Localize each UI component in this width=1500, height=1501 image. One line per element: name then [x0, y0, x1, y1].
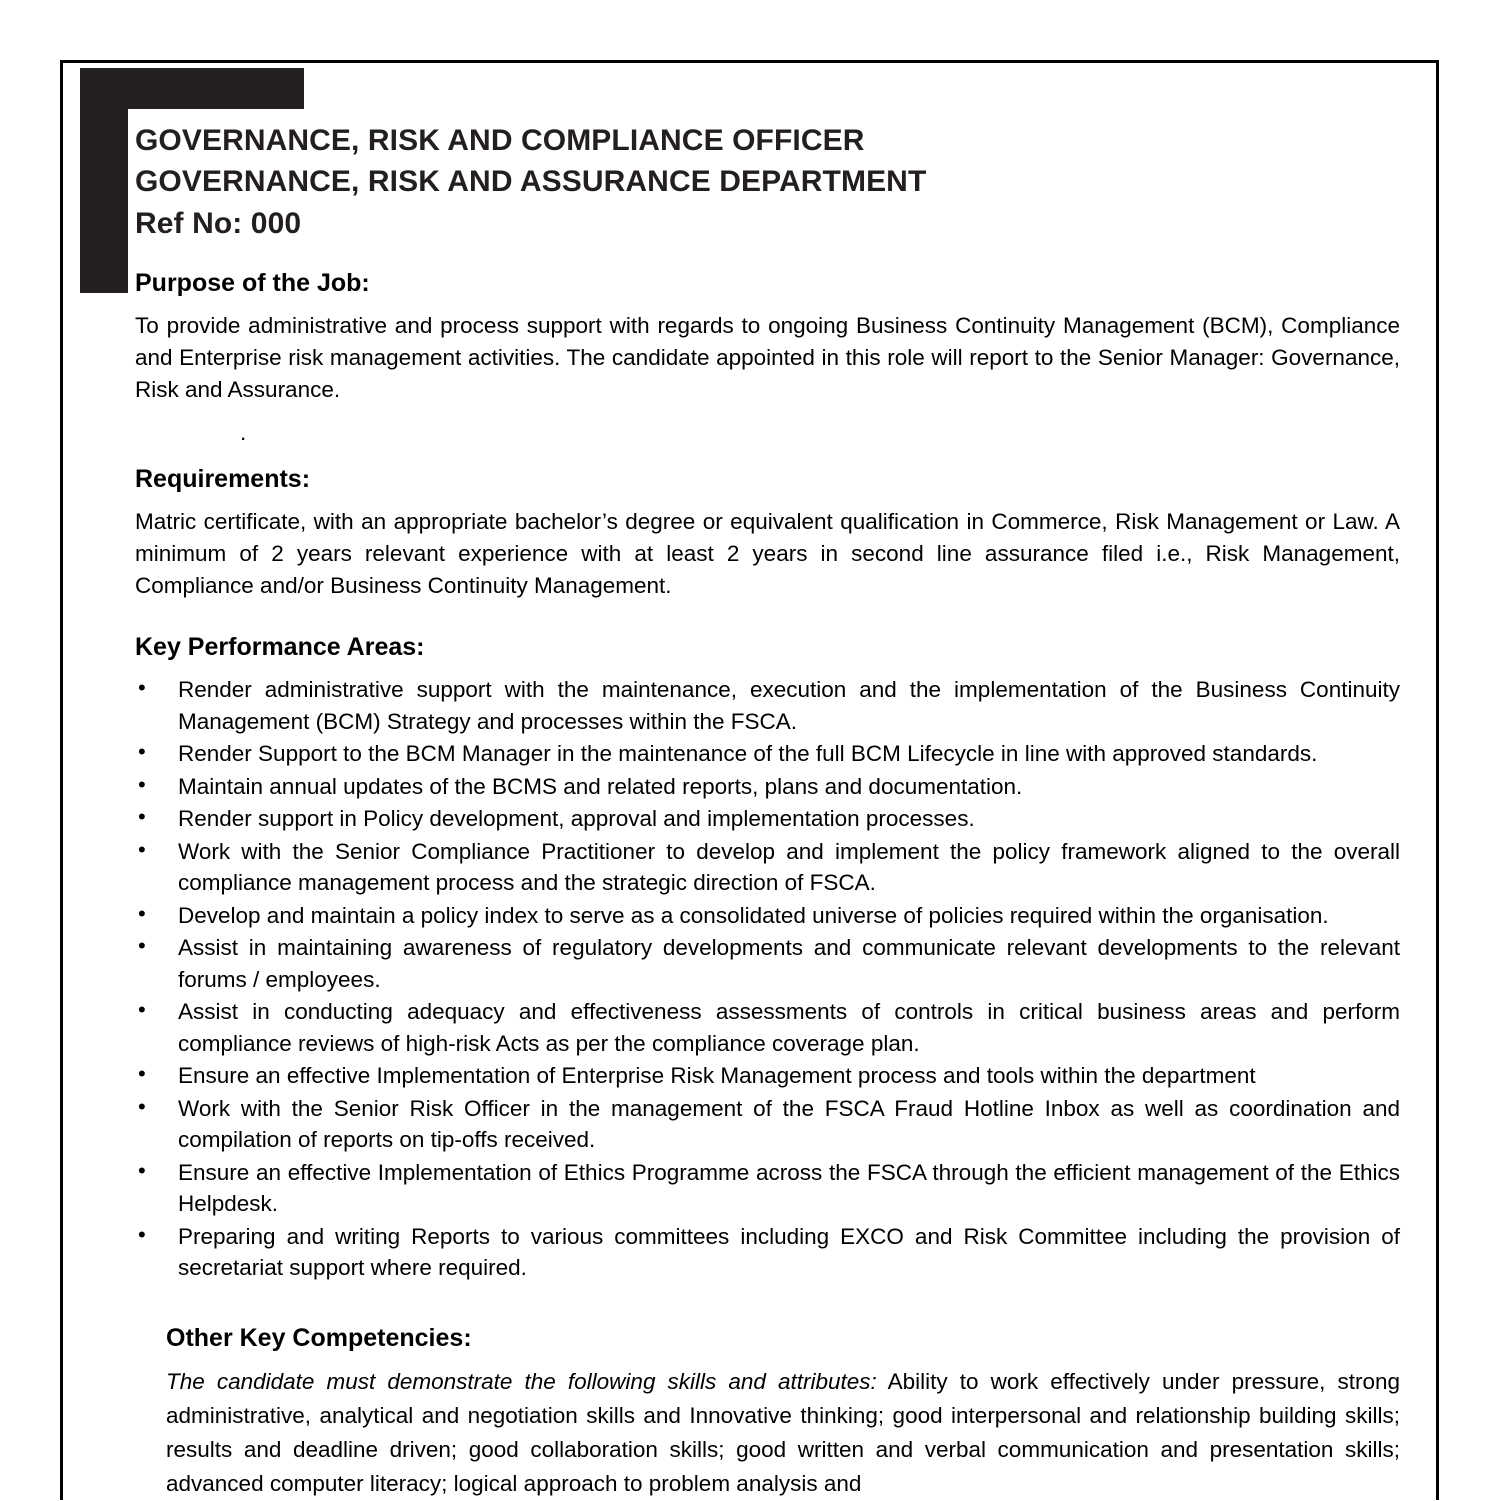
heading-requirements: Requirements: — [135, 465, 311, 494]
bullet-icon: • — [138, 1061, 146, 1087]
bullet-icon: • — [138, 739, 146, 765]
list-item-text: Develop and maintain a policy index to serve as a consolidated universe of policies required within the organisation. — [178, 902, 1329, 928]
stray-period-mark: . — [240, 419, 247, 445]
title-line-job: GOVERNANCE, RISK AND COMPLIANCE OFFICER — [135, 124, 865, 157]
heading-other-key-competencies: Other Key Competencies: — [166, 1323, 472, 1352]
bullet-icon: • — [138, 1221, 146, 1247]
paragraph-purpose-of-the-job: To provide administrative and process support with regards to ongoing Business Continuity Management (BCM), Compliance and Enterprise risk management activities. The candidate appointed in this role will report to the Senior Manager: Governance, Risk and Assurance. — [135, 313, 1400, 403]
competencies-lead-italic: The candidate must demonstrate the following skills and attributes: — [166, 1368, 877, 1394]
bullet-icon: • — [138, 900, 146, 926]
page-border-top — [60, 60, 1439, 63]
other-key-competencies-block — [135, 1323, 1400, 1501]
list-item — [135, 1093, 1400, 1156]
list-item-text: Assist in conducting adequacy and effectiveness assessments of controls in critical business areas and perform compliance reviews of high-risk Acts as per the compliance coverage plan. — [178, 999, 1400, 1056]
competencies-body-text: Ability to work effectively under pressure, strong administrative, analytical and negotiation skills and Innovative thinking; good interpersonal and relationship building skills; results and deadline driven; good collaboration skills; good written and verbal communication and presentation skills; advanced computer literacy; logical approach to problem analysis and — [166, 1368, 1400, 1497]
list-item — [135, 900, 1400, 932]
list-item — [135, 1157, 1400, 1220]
list-item — [135, 836, 1400, 899]
list-item-text: Work with the Senior Compliance Practitioner to develop and implement the policy framework aligned to the overall compliance management process and the strategic direction of FSCA. — [178, 838, 1400, 896]
list-item-text: Render administrative support with the maintenance, execution and the implementation of the Business Continuity Management (BCM) Strategy and processes within the FSCA. — [178, 677, 1400, 734]
list-item-text: Ensure an effective Implementation of Enterprise Risk Management process and tools within the department — [178, 1063, 1256, 1089]
bullet-icon: • — [138, 804, 146, 830]
list-item-text: Ensure an effective Implementation of Ethics Programme across the FSCA through the efficient management of the Ethics Helpdesk. — [178, 1159, 1400, 1217]
list-item-text: Render Support to the BCM Manager in the maintenance of the full BCM Lifecycle in line with approved standards. — [178, 741, 1318, 767]
heading-key-performance-areas: Key Performance Areas: — [135, 633, 425, 662]
key-performance-areas-list — [135, 674, 1400, 1284]
list-item-text: Work with the Senior Risk Officer in the management of the FSCA Fraud Hotline Inbox as well as coordination and compilation of reports on tip-offs received. — [178, 1095, 1400, 1153]
list-item — [135, 1060, 1400, 1092]
list-item — [135, 674, 1400, 737]
bullet-icon: • — [138, 771, 146, 797]
list-item — [135, 932, 1400, 995]
bullet-icon: • — [138, 1093, 146, 1119]
bullet-icon: • — [138, 675, 146, 701]
bullet-icon: • — [138, 1157, 146, 1183]
list-item — [135, 996, 1400, 1059]
page-border-left — [60, 60, 63, 1500]
list-item — [135, 771, 1400, 803]
list-item-text: Render support in Policy development, approval and implementation processes. — [178, 806, 975, 832]
list-item — [135, 1221, 1400, 1284]
list-item — [135, 803, 1400, 835]
bullet-icon: • — [138, 836, 146, 862]
document-content — [135, 120, 1400, 1501]
title-line-ref-no: Ref No: 000 — [135, 206, 302, 240]
list-item — [135, 738, 1400, 770]
paragraph-other-key-competencies — [166, 1365, 1400, 1501]
title-line-department: GOVERNANCE, RISK AND ASSURANCE DEPARTMENT — [135, 165, 927, 199]
list-item-text: Maintain annual updates of the BCMS and related reports, plans and documentation. — [178, 773, 1023, 799]
corner-bracket-vertical-icon — [80, 68, 128, 293]
page-border-right — [1436, 60, 1439, 1500]
list-item-text: Preparing and writing Reports to various committees including EXCO and Risk Committee including the provision of secretariat support where required. — [178, 1223, 1400, 1281]
list-item-text: Assist in maintaining awareness of regulatory developments and communicate relevant developments to the relevant forums / employees. — [178, 935, 1400, 992]
heading-purpose-of-the-job: Purpose of the Job: — [135, 269, 370, 298]
paragraph-requirements: Matric certificate, with an appropriate bachelor’s degree or equivalent qualification in Commerce, Risk Management or Law. A minimum of 2 years relevant experience with at least 2 years in second line assurance filed i.e., Risk Management, Compliance and/or Business Continuity Management. — [135, 509, 1400, 599]
bullet-icon: • — [138, 997, 146, 1023]
page-title — [135, 120, 1400, 244]
bullet-icon: • — [138, 933, 146, 959]
